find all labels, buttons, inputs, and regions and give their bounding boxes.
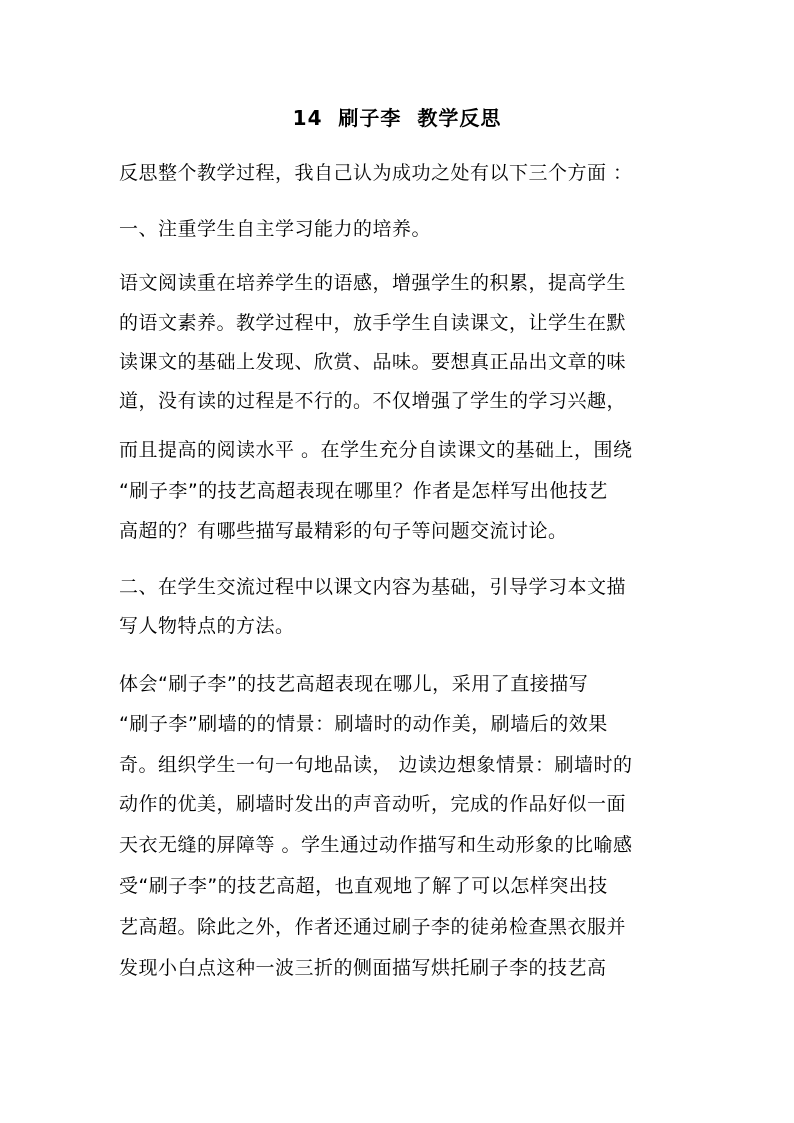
paragraph-line: 体会“刷子李”的技艺高超表现在哪儿，采用了直接描写 [119, 673, 589, 695]
paragraph-line: 反思整个教学过程，我自己认为成功之处有以下三个方面 ： [119, 162, 633, 184]
paragraph-line: 奇。组织学生一句一句地品读， 边读边想象情景：刷墙时的 [119, 754, 633, 776]
section-heading: 写人物特点的方法。 [119, 615, 295, 637]
paragraph-line: “刷子李”的技艺高超表现在哪里？作者是怎样写出他技艺 [119, 480, 608, 502]
paragraph-line: 道，没有读的过程是不行的。不仅增强了学生的学习兴趣， [119, 390, 627, 412]
paragraph-line: 发现小白点这种一波三折的侧面描写烘托刷子李的技艺高 [119, 957, 607, 979]
paragraph-line: 艺高超。除此之外，作者还通过刷子李的徒弟检查黑衣服并 [119, 916, 627, 938]
paragraph-line: 动作的优美，刷墙时发出的声音动听，完成的作品好似一面 [119, 793, 627, 815]
paragraph-line: 天衣无缝的屏障等 。学生通过动作描写和生动形象的比喻感 [119, 834, 633, 856]
paragraph-line: “刷子李”刷墙的的情景：刷墙时的动作美，刷墙后的效果 [119, 713, 608, 735]
paragraph-line: 的语文素养。教学过程中，放手学生自读课文，让学生在默 [119, 312, 627, 334]
document-title: 14 刷子李 教学反思 [292, 106, 502, 130]
paragraph-line: 高超的？有哪些描写最精彩的句子等问题交流讨论。 [119, 520, 568, 542]
paragraph-line: 受“刷子李”的技艺高超，也直观地了解了可以怎样突出技 [119, 875, 608, 897]
section-heading: 二、在学生交流过程中以课文内容为基础，引导学习本文描 [119, 576, 627, 598]
section-heading: 一、注重学生自主学习能力的培养。 [119, 218, 432, 240]
paragraph-line: 语文阅读重在培养学生的语感，增强学生的积累，提高学生 [119, 272, 627, 294]
paragraph-line: 而且提高的阅读水平 。在学生充分自读课文的基础上，围绕 [119, 439, 633, 461]
paragraph-line: 读课文的基础上发现、欣赏、品味。要想真正品出文章的味 [119, 351, 627, 373]
